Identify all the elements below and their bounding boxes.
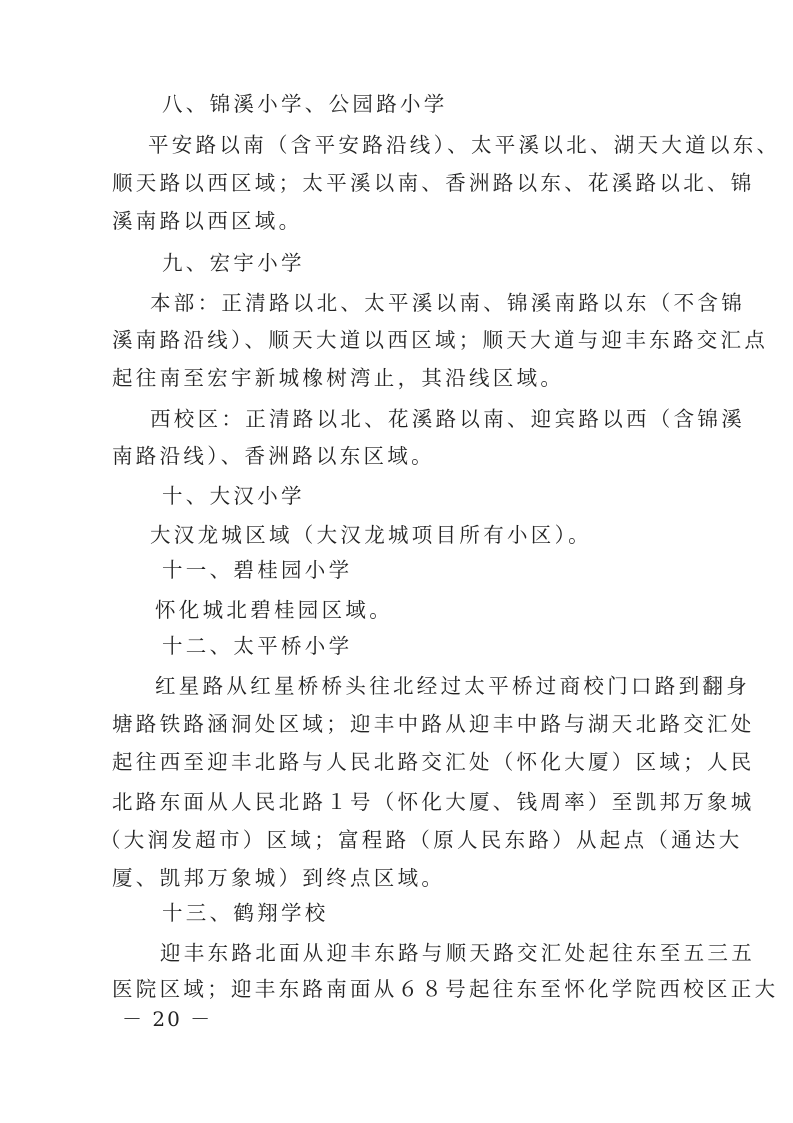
text-line: 起往南至宏宇新城橡树湾止，其沿线区域。 [112,366,565,390]
heading-hexiang-school: 十三、鹤翔学校 [162,901,329,925]
text-line: 塘路铁路涵洞处区域；迎丰中路从迎丰中路与湖天北路交汇处 [112,712,755,736]
heading-dahan-school: 十、大汉小学 [162,484,305,508]
text-line: 平安路以南（含平安路沿线）、太平溪以北、湖天大道以东、 [148,133,781,157]
text-line: 起往西至迎丰北路与人民北路交汇处（怀化大厦）区域；人民 [112,750,755,774]
page-number: － 20 － [122,1007,213,1031]
text-line: 迎丰东路北面从迎丰东路与顺天路交汇处起往东至五三五 [160,941,755,965]
text-line: 本部：正清路以北、太平溪以南、锦溪南路以东（不含锦 [150,291,745,315]
text-line: 怀化城北碧桂园区域。 [155,598,393,622]
heading-jinxi-school: 八、锦溪小学、公园路小学 [162,92,448,116]
text-line: 西校区：正清路以北、花溪路以南、迎宾路以西（含锦溪 [150,407,745,431]
heading-biguiyuan-school: 十一、碧桂园小学 [162,558,353,582]
text-line: 大汉龙城区域（大汉龙城项目所有小区）。 [150,523,592,547]
text-line: 南路沿线）、香洲路以东区域。 [112,444,435,468]
heading-hongyu-school: 九、宏宇小学 [162,251,305,275]
text-line: 红星路从红星桥桥头往北经过太平桥过商校门口路到翻身 [155,674,750,698]
text-line: 溪南路以西区域。 [112,209,303,233]
heading-taipingqiao-school: 十二、太平桥小学 [162,634,353,658]
text-line: 北路东面从人民北路１号（怀化大厦、钱周率）至凯邦万象城 [112,790,755,814]
text-line: 医院区域；迎丰东路南面从６８号起往东至怀化学院西校区正大 [112,977,779,1001]
text-line: 厦、凯邦万象城）到终点区域。 [112,866,446,890]
text-line: 溪南路沿线）、顺天大道以西区域；顺天大道与迎丰东路交汇点 [112,328,769,352]
text-line: 顺天路以西区域；太平溪以南、香洲路以东、花溪路以北、锦 [112,171,755,195]
text-line: （大润发超市）区域；富程路（原人民东路）从起点（通达大 [100,828,743,852]
